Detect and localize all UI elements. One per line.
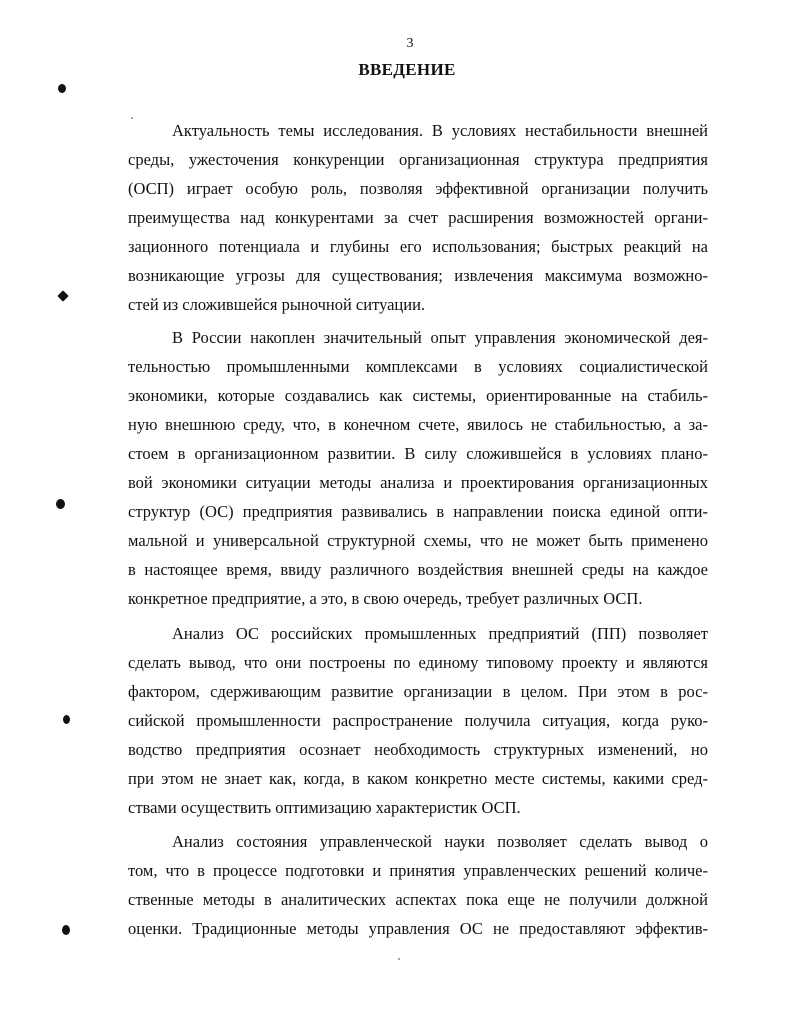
text-line: Анализ состояния управленческой науки позволяет сделать вывод о xyxy=(172,832,708,851)
page-number: 3 xyxy=(406,36,414,51)
text-line: зационного потенциала и глубины его использования; быстрых реакций на xyxy=(128,237,708,256)
text-line: сделать вывод, что они построены по единому типовому проекту и являются xyxy=(128,653,708,672)
text-line: (ОСП) играет особую роль, позволяя эффективной организации получить xyxy=(128,179,708,198)
text-line: водство предприятия осознает необходимость структурных изменений, но xyxy=(128,740,708,759)
text-line: В России накоплен значительный опыт управления экономической дея- xyxy=(172,328,708,347)
text-line: стоем в организационном развитии. В силу сложившейся в условиях плано- xyxy=(128,444,708,463)
text-line: вой экономики ситуации методы анализа и проектирования организационных xyxy=(128,473,708,492)
text-line: тельностью промышленными комплексами в условиях социалистической xyxy=(128,357,708,376)
text-line: Актуальность темы исследования. В условиях нестабильности внешней xyxy=(172,121,708,140)
text-line: том, что в процессе подготовки и принятия управленческих решений количе- xyxy=(128,861,708,880)
page-title: ВВЕДЕНИЕ xyxy=(358,60,456,79)
binding-hole-mark xyxy=(63,715,70,724)
text-line: ственные методы в аналитических аспектах пока еще не получили должной xyxy=(128,890,708,909)
text-line: стей из сложившейся рыночной ситуации. xyxy=(128,295,426,314)
scan-speck xyxy=(398,958,400,960)
text-line: Анализ ОС российских промышленных предприятий (ПП) позволяет xyxy=(172,624,708,643)
text-line: фактором, сдерживающим развитие организации в целом. При этом в рос- xyxy=(128,682,708,701)
text-line: сийской промышленности распространение получила ситуация, когда руко- xyxy=(128,711,708,730)
text-line: конкретное предприятие, а это, в свою очередь, требует различных ОСП. xyxy=(128,589,643,608)
binding-hole-mark xyxy=(58,84,66,93)
text-line: ную внешнюю среду, что, в конечном счете, явилось не стабильностью, а за- xyxy=(128,415,708,434)
text-line: при этом не знает как, когда, в каком конкретно месте системы, какими сред- xyxy=(128,769,708,788)
text-line: оценки. Традиционные методы управления ОС не предоставляют эффектив- xyxy=(128,919,708,938)
text-line: среды, ужесточения конкуренции организационная структура предприятия xyxy=(128,150,708,169)
text-line: структур (ОС) предприятия развивались в направлении поиска единой опти- xyxy=(128,502,708,521)
text-line: экономики, которые создавались как системы, ориентированные на стабиль- xyxy=(128,386,708,405)
text-line: в настоящее время, ввиду различного воздействия внешней среды на каждое xyxy=(128,560,708,579)
text-line: возникающие угрозы для существования; извлечения максимума возможно- xyxy=(128,266,708,285)
text-line: ствами осуществить оптимизацию характеристик ОСП. xyxy=(128,798,521,817)
binding-hole-mark xyxy=(62,925,70,935)
binding-hole-mark xyxy=(57,290,68,301)
binding-hole-mark xyxy=(56,499,65,509)
text-line: преимущества над конкурентами за счет расширения возможностей органи- xyxy=(128,208,708,227)
text-line: мальной и универсальной структурной схемы, что не может быть применено xyxy=(128,531,708,550)
